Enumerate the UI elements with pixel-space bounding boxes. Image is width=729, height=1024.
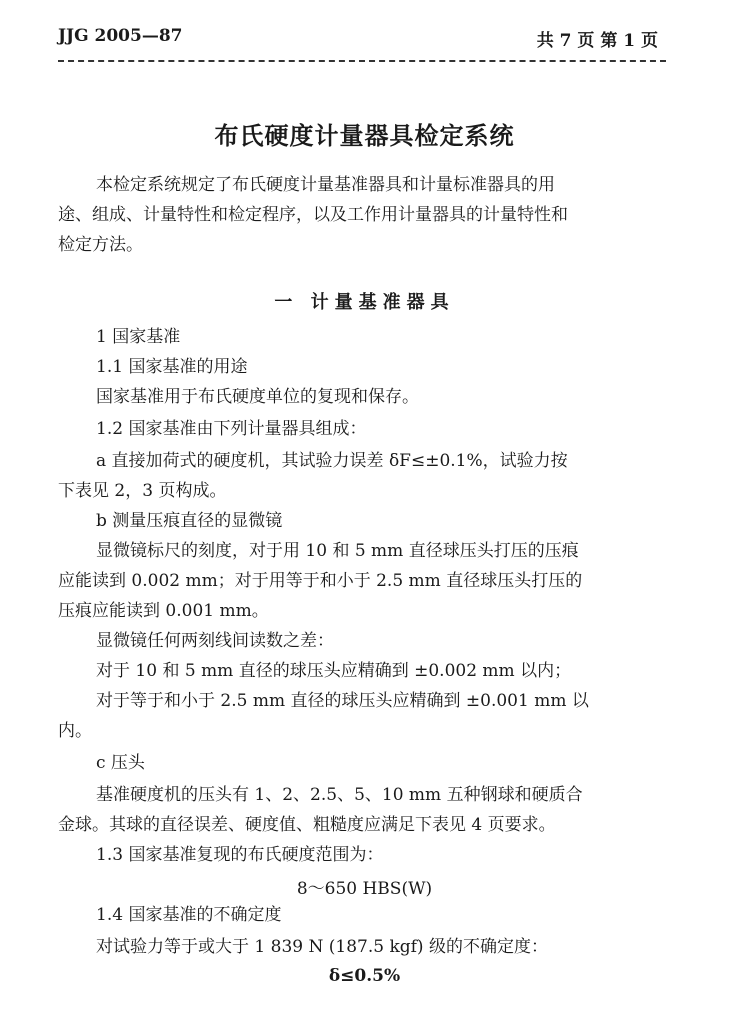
item-b: b 测量压痕直径的显微镜 [96,511,283,531]
header-rule [58,60,666,62]
clause-1-1: 1.1 国家基准的用途 [96,357,248,377]
item-b-line-1: 显微镜标尺的刻度，对于用 10 和 5 mm 直径球压头打压的压痕 [96,541,579,561]
item-b-line-2: 应能读到 0.002 mm；对于用等于和小于 2.5 mm 直径球压头打压的 [58,571,583,591]
item-b-line-6: 对于等于和小于 2.5 mm 直径的球压头应精确到 ±0.001 mm 以 [96,691,589,711]
clause-1-4: 1.4 国家基准的不确定度 [96,905,282,925]
intro-line-1: 本检定系统规定了布氏硬度计量基准器具和计量标准器具的用 [96,175,555,195]
hardness-range: 8～650 HBS(W) [296,879,433,899]
item-b-line-7: 内。 [58,721,92,741]
section-heading: 一 计量基准器具 [274,292,455,313]
page-header [58,26,658,56]
uncertainty-formula: δ≤0.5% [328,966,401,986]
item-b-line-4: 显微镜任何两刻线间读数之差： [96,631,334,651]
intro-line-3: 检定方法。 [58,235,143,255]
page-number: 共 7 页 第 1 页 [536,31,658,51]
clause-1-4-text: 对试验力等于或大于 1 839 N (187.5 kgf) 级的不确定度： [96,937,548,957]
clause-1-2: 1.2 国家基准由下列计量器具组成： [96,419,367,439]
item-a-line-1: a 直接加荷式的硬度机，其试验力误差 δF≤±0.1%，试验力按 [96,451,568,471]
item-c-line-1: 基准硬度机的压头有 1、2、2.5、5、10 mm 五种钢球和硬质合 [96,785,583,805]
item-b-line-5: 对于 10 和 5 mm 直径的球压头应精确到 ±0.002 mm 以内； [96,661,572,681]
item-a-line-2: 下表见 2，3 页构成。 [58,481,227,501]
standard-code: JJG 2005—87 [58,26,183,46]
clause-1-1-text: 国家基准用于布氏硬度单位的复现和保存。 [96,387,419,407]
clause-1-3: 1.3 国家基准复现的布氏硬度范围为： [96,845,384,865]
item-b-line-3: 压痕应能读到 0.001 mm。 [58,601,269,621]
item-c-line-2: 金球。其球的直径误差、硬度值、粗糙度应满足下表见 4 页要求。 [58,815,556,835]
clause-1: 1 国家基准 [96,327,181,347]
intro-line-2: 途、组成、计量特性和检定程序，以及工作用计量器具的计量特性和 [58,205,568,225]
document-title: 布氏硬度计量器具检定系统 [214,121,515,150]
item-c: c 压头 [96,753,145,773]
